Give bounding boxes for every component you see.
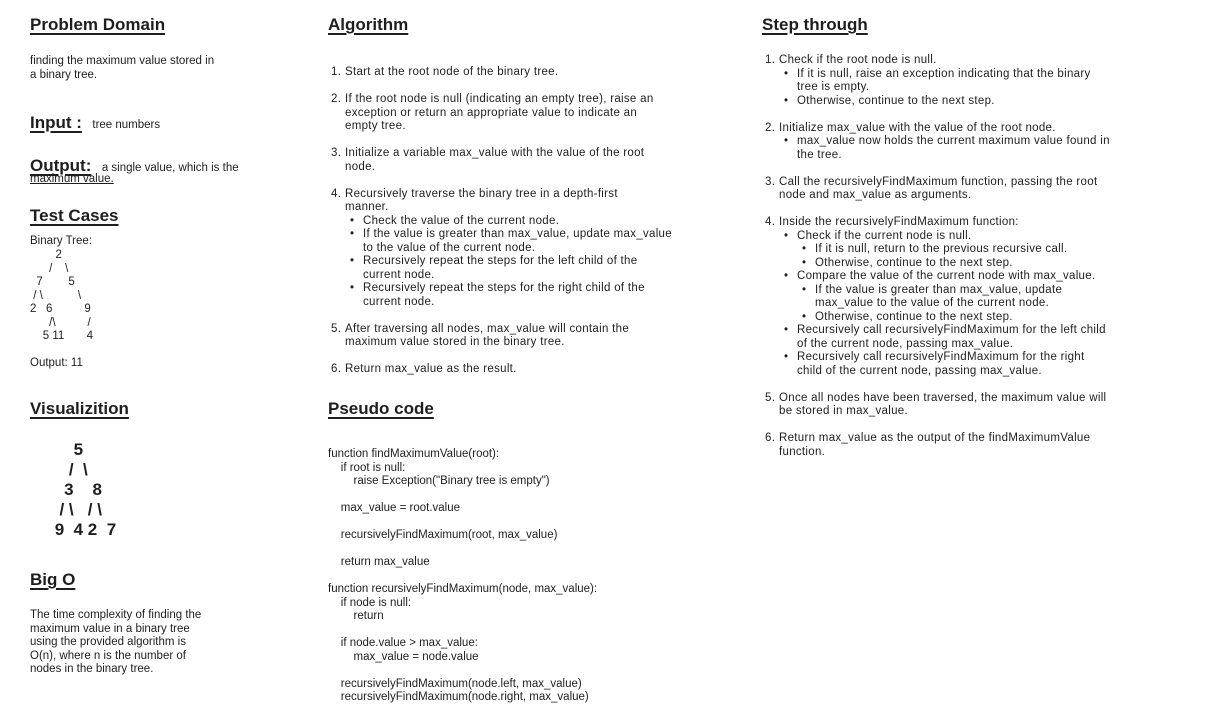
bullet-item — [779, 95, 1192, 109]
list-item — [762, 216, 1192, 378]
list-number: 5. — [331, 322, 342, 335]
numbered-list — [328, 66, 748, 377]
algorithm-list — [328, 66, 748, 377]
bullet-text-line: max_value to the value of the current node. — [815, 297, 1050, 309]
numbered-list — [762, 54, 1192, 459]
tree-line: 2 — [30, 249, 62, 261]
list-item — [762, 122, 1192, 163]
bullet-text-line: • Otherwise, continue to the next step. — [815, 310, 1013, 323]
list-text-line: Start at the root node of the binary tree. — [345, 66, 559, 78]
bullet-text-line: • Check the value of the current node. — [363, 214, 560, 227]
problem-domain-text: finding the maximum value stored in a binary tree. — [30, 55, 215, 81]
bullet-text-line: • Compare the value of the current node with max_value. — [797, 270, 1096, 282]
code-line — [328, 570, 597, 584]
bullet-item — [797, 284, 1192, 311]
bullet-item — [779, 270, 1192, 284]
list-text-line: Inside the recursivelyFindMaximum function: — [779, 216, 1019, 228]
code-line — [328, 624, 597, 638]
input-label: Input : — [30, 113, 82, 132]
bullet-item — [779, 351, 1192, 378]
list-number: 4. — [765, 216, 776, 228]
list-text-line: Call the recursivelyFindMaximum function, passing the root — [779, 175, 1098, 188]
bullet-text-line: to the value of the current node. — [363, 241, 536, 254]
list-item — [762, 432, 1192, 459]
bullet-item — [797, 311, 1192, 325]
list-gap — [328, 309, 748, 323]
bullet-list — [779, 135, 1192, 162]
code-line — [328, 543, 597, 557]
list-text-line: After traversing all nodes, max_value will contain the — [345, 322, 630, 335]
bullet-text-line: • If the value is greater than max_value, update max_value — [363, 228, 672, 240]
list-item — [762, 392, 1192, 419]
list-number: 3. — [765, 175, 776, 188]
bullet-text-line: • Check if the current node is null. — [797, 229, 972, 242]
bullet-text-line: tree is empty. — [797, 81, 870, 93]
list-text-line: maximum value stored in the binary tree. — [345, 336, 565, 348]
output-label: Output: — [30, 156, 92, 175]
bullet-text-line: of the current node, passing max_value. — [797, 337, 1014, 350]
list-number: 6. — [765, 432, 776, 444]
big-o-heading: Big O — [30, 570, 76, 589]
pseudo-code-heading: Pseudo code — [328, 399, 434, 418]
test-tree — [30, 249, 93, 344]
code-line: raise Exception("Binary tree is empty") — [328, 475, 550, 487]
list-item — [328, 93, 748, 134]
tree-line: 9 4 2 7 — [50, 520, 117, 539]
code-line: max_value = node.value — [328, 650, 479, 663]
list-number: 2. — [765, 121, 776, 134]
step-through-heading: Step through — [762, 15, 868, 34]
tree-line: 7 5 — [30, 276, 75, 288]
big-o-line: O(n), where n is the number of — [30, 649, 186, 662]
code-line: recursivelyFindMaximum(node.left, max_value) — [328, 677, 582, 690]
list-item — [328, 323, 748, 350]
bullet-text-line: • Otherwise, continue to the next step. — [815, 256, 1013, 269]
test-cases-label: Binary Tree: — [30, 235, 92, 247]
list-text-line: Once all nodes have been traversed, the maximum value will — [779, 391, 1107, 404]
list-item — [762, 176, 1192, 203]
big-o-line: maximum value in a binary tree — [30, 622, 190, 635]
code-line — [328, 664, 597, 678]
bullet-item — [345, 282, 748, 309]
list-gap — [762, 108, 1192, 122]
list-text-line: function. — [779, 445, 826, 458]
bullet-text-line: • If the value is greater than max_value, update — [815, 283, 1063, 296]
bullet-item — [345, 215, 748, 229]
list-text-line: Return max_value as the output of the findMaximumValue — [779, 432, 1091, 444]
tree-line: 5 — [50, 440, 84, 459]
list-number: 3. — [331, 147, 342, 159]
list-number: 2. — [331, 93, 342, 105]
algorithm-heading: Algorithm — [328, 15, 409, 34]
list-text-line: Check if the root node is null. — [779, 54, 937, 66]
list-text-line: Initialize a variable max_value with the value of the root — [345, 147, 645, 159]
code-line: if node is null: — [328, 596, 412, 609]
code-line: function recursivelyFindMaximum(node, max_value): — [328, 583, 598, 595]
list-number: 1. — [331, 66, 342, 78]
tree-line: 2 6 9 — [30, 303, 91, 315]
bullet-text-line: • If it is null, raise an exception indicating that the binary — [797, 67, 1091, 80]
list-text-line: node and max_value as arguments. — [779, 189, 972, 201]
list-text-line: be stored in max_value. — [779, 405, 908, 417]
bullet-text-line: current node. — [363, 268, 435, 281]
big-o-text — [30, 609, 201, 677]
test-output: Output: 11 — [30, 357, 83, 369]
list-text-line: node. — [345, 160, 376, 173]
list-gap — [328, 174, 748, 188]
bullet-text-line: • Recursively call recursivelyFindMaximum for the left child — [797, 324, 1106, 336]
bullet-text-line: • Recursively repeat the steps for the right child of the — [363, 282, 645, 294]
code-line: return — [328, 610, 384, 622]
bullet-item — [779, 230, 1192, 244]
tree-line: 5 11 4 — [30, 330, 94, 342]
output-value-line1: a single value, which is the — [101, 162, 239, 174]
list-text-line: empty tree. — [345, 120, 406, 132]
bullet-item — [779, 135, 1192, 162]
tree-line: / \ / \ — [50, 500, 102, 519]
list-number: 5. — [765, 391, 776, 404]
list-gap — [328, 80, 748, 94]
list-number: 4. — [331, 187, 342, 200]
step-through-list — [762, 54, 1192, 459]
bullet-text-line: • Recursively call recursivelyFindMaximum for the right — [797, 351, 1085, 363]
code-line: recursivelyFindMaximum(node.right, max_value) — [328, 691, 589, 703]
bullet-list — [345, 215, 748, 310]
input-value: tree numbers — [92, 119, 161, 131]
big-o-line: nodes in the binary tree. — [30, 663, 154, 675]
bullet-item — [345, 228, 748, 255]
bullet-text-line: the tree. — [797, 148, 842, 161]
code-line: function findMaximumValue(root): — [328, 448, 500, 460]
bullet-item — [779, 324, 1192, 351]
code-line: max_value = root.value — [328, 502, 461, 514]
bullet-item — [345, 255, 748, 282]
big-o-line: The time complexity of finding the — [30, 609, 202, 621]
test-cases-heading: Test Cases — [30, 206, 119, 225]
list-item — [328, 188, 748, 310]
bullet-text-line: • Otherwise, continue to the next step. — [797, 94, 995, 107]
code-line — [328, 516, 597, 530]
visualization-tree — [50, 440, 116, 540]
list-text-line: Recursively traverse the binary tree in a depth-first — [345, 187, 618, 200]
tree-line: / \ — [50, 460, 88, 479]
bullet-text-line: current node. — [363, 295, 435, 308]
visualization-heading: Visualizition — [30, 399, 129, 418]
tree-line: /\ / — [30, 316, 91, 329]
code-line: if node.value > max_value: — [328, 637, 478, 649]
list-text-line: manner. — [345, 201, 389, 213]
code-line — [328, 489, 597, 503]
tree-line: / \ — [30, 262, 69, 275]
code-line: recursivelyFindMaximum(root, max_value) — [328, 529, 558, 541]
code-line: return max_value — [328, 556, 430, 568]
list-item — [328, 147, 748, 174]
pseudo-code-block — [328, 448, 597, 705]
bullet-item — [779, 68, 1192, 95]
list-number: 1. — [765, 54, 776, 66]
list-text-line: If the root node is null (indicating an empty tree), raise an — [345, 93, 654, 105]
list-gap — [762, 203, 1192, 217]
input-row — [30, 113, 160, 133]
list-item — [328, 363, 748, 377]
list-text-line: Return max_value as the result. — [345, 363, 517, 375]
tree-line: / \ \ — [30, 289, 82, 302]
list-item — [762, 54, 1192, 108]
list-gap — [328, 134, 748, 148]
list-text-line: exception or return an appropriate value to indicate an — [345, 106, 638, 119]
bullet-list — [779, 230, 1192, 379]
big-o-line: using the provided algorithm is — [30, 636, 186, 648]
list-number: 6. — [331, 363, 342, 375]
bullet-item — [797, 243, 1192, 257]
code-line: if root is null: — [328, 461, 406, 474]
bullet-list — [779, 68, 1192, 109]
bullet-text-line: • If it is null, return to the previous recursive call. — [815, 243, 1068, 255]
list-gap — [762, 162, 1192, 176]
list-gap — [328, 350, 748, 364]
list-gap — [762, 419, 1192, 433]
bullet-text-line: • max_value now holds the current maximum value found in — [797, 135, 1110, 147]
bullet-item — [797, 257, 1192, 271]
list-item — [328, 66, 748, 80]
list-gap — [762, 378, 1192, 392]
list-text-line: Initialize max_value with the value of the root node. — [779, 121, 1056, 134]
problem-domain-heading: Problem Domain — [30, 15, 166, 34]
tree-line: 3 8 — [50, 480, 102, 499]
output-value-line2: maximum value. — [30, 173, 114, 185]
bullet-text-line: • Recursively repeat the steps for the left child of the — [363, 255, 638, 267]
bullet-text-line: child of the current node, passing max_value. — [797, 364, 1042, 377]
